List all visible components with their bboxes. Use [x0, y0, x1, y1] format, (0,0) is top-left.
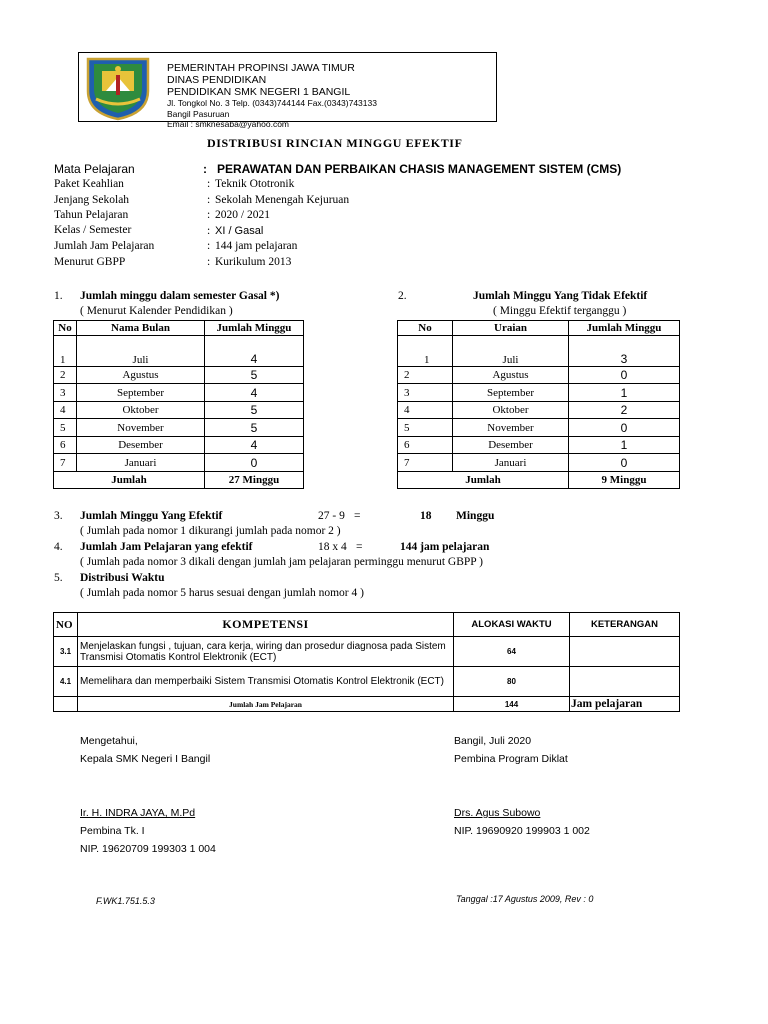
east-java-emblem-icon [80, 55, 156, 121]
cell-uraian: Agustus [453, 367, 569, 384]
cell-no: 1 [54, 336, 77, 367]
cell-bulan: Agustus [77, 367, 205, 384]
cell-total-label: Jumlah [398, 472, 569, 489]
cell-uraian: Desember [453, 437, 569, 454]
cell-kompetensi: Memelihara dan memperbaiki Sistem Transmisi Otomatis Kontrol Elektronik (ECT) [78, 667, 454, 697]
sig-left-line1: Mengetahui, [80, 735, 138, 747]
section3-equals: = [354, 510, 361, 522]
info-value-jenjang: Sekolah Menengah Kejuruan [215, 194, 350, 206]
table-row [398, 419, 680, 437]
document-title: DISTRIBUSI RINCIAN MINGGU EFEKTIF [207, 136, 463, 150]
section3-note: ( Jumlah pada nomor 1 dikurangi jumlah pada nomor 2 ) [80, 525, 341, 537]
section3-title: Jumlah Minggu Yang Efektif [80, 510, 223, 522]
section4-number: 4. [54, 541, 63, 553]
cell-no: 6 [398, 437, 453, 454]
info-sep-gbpp: : [207, 256, 211, 268]
table-minggu-semester [53, 320, 304, 489]
cell-minggu: 0 [569, 367, 680, 384]
cell-minggu: 4 [205, 384, 304, 402]
info-label-tahun: Tahun Pelajaran [54, 209, 129, 221]
cell-minggu: 2 [569, 402, 680, 419]
section2-number: 2. [398, 290, 407, 302]
header-govt-line: PEMERINTAH PROPINSI JAWA TIMUR [167, 62, 355, 74]
section1-number: 1. [54, 290, 63, 302]
section1-title: Jumlah minggu dalam semester Gasal *) [80, 290, 280, 302]
cell-bulan: September [77, 384, 205, 402]
section4-calc: 18 x 4 [318, 541, 347, 553]
info-value-tahun: 2020 / 2021 [215, 209, 270, 221]
cell-total-label: Jumlah [54, 472, 205, 489]
table-row [54, 336, 304, 367]
cell-bulan: Oktober [77, 402, 205, 419]
table-distribusi-waktu [53, 612, 680, 712]
section3-result: 18 [420, 510, 432, 522]
sig-right-name: Drs. Agus Subowo [454, 807, 541, 819]
th-no: NO [54, 613, 78, 637]
table-row [398, 384, 680, 402]
info-label-mapel: Mata Pelajaran [54, 162, 135, 176]
info-label-paket: Paket Keahlian [54, 178, 124, 190]
table-row [54, 384, 304, 402]
cell-total-value: 9 Minggu [569, 472, 680, 489]
table-minggu-tidak-efektif [397, 320, 680, 489]
sig-right-line1: Bangil, Juli 2020 [454, 735, 532, 747]
table-row [54, 437, 304, 454]
sig-right-line2: Pembina Program Diklat [454, 753, 568, 765]
cell-uraian: November [453, 419, 569, 437]
cell-alokasi: 80 [454, 667, 570, 697]
sig-left-line2: Kepala SMK Negeri I Bangil [80, 753, 211, 765]
th-nama-bulan: Nama Bulan [77, 321, 205, 336]
table-total-row [54, 472, 304, 489]
cell-kompetensi: Menjelaskan fungsi , tujuan, cara kerja, wiring dan prosedur diagnosa pada Sistem Transmisi Otomatis Kontrol Elektronik (ECT) [78, 637, 454, 667]
cell-minggu: 0 [205, 454, 304, 472]
cell-minggu: 1 [569, 437, 680, 454]
table-total-row [54, 697, 680, 712]
cell-minggu: 0 [569, 454, 680, 472]
cell-no: 7 [398, 454, 453, 472]
cell-bulan: Desember [77, 437, 205, 454]
cell-minggu: 5 [205, 402, 304, 419]
th-no: No [54, 321, 77, 336]
cell-no: 7 [54, 454, 77, 472]
table-row [54, 367, 304, 384]
cell-no: 3 [398, 384, 453, 402]
info-label-jam: Jumlah Jam Pelajaran [54, 240, 155, 252]
cell-minggu: 4 [205, 437, 304, 454]
cell-total-label: Jumlah Jam Pelajaran [78, 697, 454, 712]
section3-unit: Minggu [456, 510, 495, 522]
info-value-paket: Teknik Ototronik [215, 178, 295, 190]
cell-no: 4.1 [54, 667, 78, 697]
cell-minggu: 1 [569, 384, 680, 402]
cell-uraian: Januari [453, 454, 569, 472]
header-address-line: Jl. Tongkol No. 3 Telp. (0343)744144 Fax.(0343)743133 [167, 98, 377, 108]
info-sep-mapel: : [203, 162, 207, 176]
sig-right-nip: NIP. 19690920 199903 1 002 [454, 825, 590, 837]
table-row [54, 402, 304, 419]
cell-no: 1 [398, 336, 453, 367]
th-no: No [398, 321, 453, 336]
table-row [54, 454, 304, 472]
section2-title: Jumlah Minggu Yang Tidak Efektif [473, 290, 648, 302]
info-sep-jenjang: : [207, 194, 211, 206]
table-row [54, 667, 680, 697]
section4-note: ( Jumlah pada nomor 3 dikali dengan jumlah jam pelajaran perminggu menurut GBPP ) [80, 556, 483, 568]
sig-left-rank: Pembina Tk. I [80, 825, 145, 837]
cell-uraian: Juli [453, 336, 569, 367]
header-city-line: Bangil Pasuruan [167, 109, 230, 119]
cell-no: 5 [398, 419, 453, 437]
info-sep-kelas: : [207, 225, 211, 237]
cell-total-value: 144 [454, 697, 570, 712]
th-alokasi-waktu: ALOKASI WAKTU [454, 613, 570, 637]
table-total-row [398, 472, 680, 489]
info-label-jenjang: Jenjang Sekolah [54, 194, 130, 206]
table-row [398, 367, 680, 384]
cell-total-keterangan: Jam pelajaran [570, 697, 680, 712]
cell-minggu: 3 [569, 336, 680, 367]
header-dept-line: DINAS PENDIDIKAN [167, 74, 267, 86]
table-row [398, 454, 680, 472]
info-value-gbpp: Kurikulum 2013 [215, 256, 292, 268]
cell-no: 4 [54, 402, 77, 419]
cell-bulan: November [77, 419, 205, 437]
table-row [398, 402, 680, 419]
section5-note: ( Jumlah pada nomor 5 harus sesuai dengan jumlah nomor 4 ) [80, 587, 364, 599]
table-row [54, 637, 680, 667]
table-row [54, 419, 304, 437]
th-uraian: Uraian [453, 321, 569, 336]
section2-subtitle: ( Minggu Efektif terganggu ) [493, 305, 627, 317]
cell-keterangan [570, 667, 680, 697]
th-keterangan: KETERANGAN [570, 613, 680, 637]
header-email-line: Email : smknesaba@yahoo.com [167, 119, 290, 129]
sig-left-nip: NIP. 19620709 199303 1 004 [80, 843, 216, 855]
sig-left-name: Ir. H. INDRA JAYA, M.Pd [80, 807, 196, 819]
section4-title: Jumlah Jam Pelajaran yang efektif [80, 541, 253, 553]
cell-no: 5 [54, 419, 77, 437]
cell-alokasi: 64 [454, 637, 570, 667]
info-value-mapel: PERAWATAN DAN PERBAIKAN CHASIS MANAGEMENT SISTEM (CMS) [217, 162, 622, 176]
cell-uraian: September [453, 384, 569, 402]
cell-no: 6 [54, 437, 77, 454]
section4-result: 144 jam pelajaran [400, 541, 490, 553]
cell-bulan: Januari [77, 454, 205, 472]
cell-minggu: 0 [569, 419, 680, 437]
cell-no: 4 [398, 402, 453, 419]
cell-no: 3.1 [54, 637, 78, 667]
footer-form-code: F.WK1.751.5.3 [96, 896, 155, 906]
section1-subtitle: ( Menurut Kalender Pendidikan ) [80, 305, 233, 317]
section5-number: 5. [54, 572, 63, 584]
info-sep-paket: : [207, 178, 211, 190]
cell-minggu: 4 [205, 336, 304, 367]
th-jumlah-minggu: Jumlah Minggu [569, 321, 680, 336]
section4-equals: = [356, 541, 363, 553]
table-row [398, 437, 680, 454]
info-sep-jam: : [207, 240, 211, 252]
th-jumlah-minggu: Jumlah Minggu [205, 321, 304, 336]
th-kompetensi: KOMPETENSI [78, 613, 454, 637]
cell-minggu: 5 [205, 367, 304, 384]
cell-no: 2 [54, 367, 77, 384]
cell-total-value: 27 Minggu [205, 472, 304, 489]
info-label-gbpp: Menurut GBPP [54, 256, 126, 268]
section3-number: 3. [54, 510, 63, 522]
cell-keterangan [570, 637, 680, 667]
cell-total-empty [54, 697, 78, 712]
info-sep-tahun: : [207, 209, 211, 221]
cell-no: 2 [398, 367, 453, 384]
section5-title: Distribusi Waktu [80, 572, 165, 584]
cell-uraian: Oktober [453, 402, 569, 419]
footer-date: Tanggal :17 Agustus 2009, Rev : 0 [456, 894, 594, 904]
header-school-line: PENDIDIKAN SMK NEGERI 1 BANGIL [167, 86, 351, 98]
cell-no: 3 [54, 384, 77, 402]
cell-minggu: 5 [205, 419, 304, 437]
info-label-kelas: Kelas / Semester [54, 224, 132, 236]
table-row [398, 336, 680, 367]
info-value-jam: 144 jam pelajaran [215, 240, 298, 252]
info-value-kelas: XI / Gasal [215, 225, 264, 237]
cell-bulan: Juli [77, 336, 205, 367]
section3-calc: 27 - 9 [318, 510, 345, 522]
